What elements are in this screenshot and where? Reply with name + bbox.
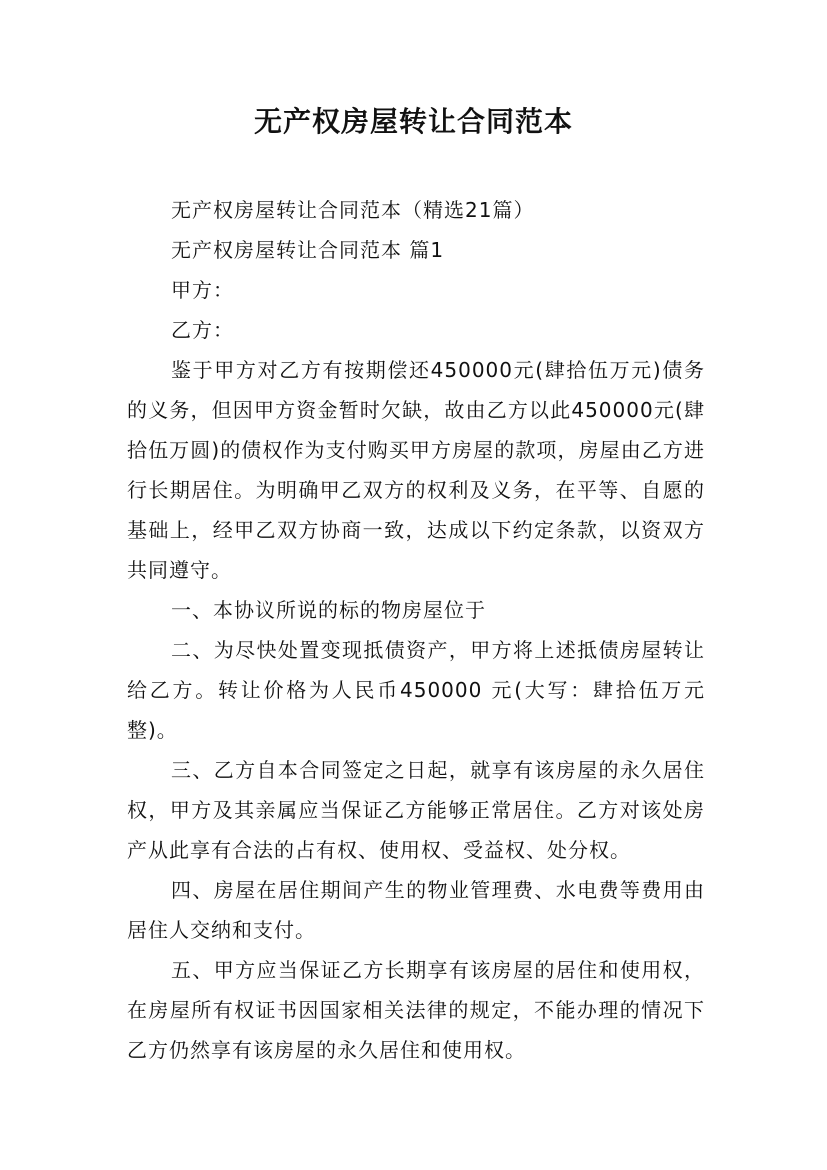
paragraph-party-b: 乙方： <box>171 318 234 342</box>
paragraph-section-heading: 无产权房屋转让合同范本 篇1 <box>171 238 445 262</box>
paragraph-clause-2: 二、为尽快处置变现抵债资产，甲方将上述抵债房屋转让给乙方。转让价格为人民币450000 元(大写：肆拾伍万元整)。 <box>127 638 705 742</box>
paragraph-preamble: 鉴于甲方对乙方有按期偿还450000元(肆拾伍万元)债务的义务，但因甲方资金暂时欠缺，故由乙方以此450000元(肆拾伍万圆)的债权作为支付购买甲方房屋的款项，房屋由乙方进行长期居住。为明确甲乙双方的权利及义务，在平等、自愿的基础上，经甲乙双方协商一致，达成以下约定条款，以资双方共同遵守。 <box>127 358 705 582</box>
paragraph-clause-5: 五、甲方应当保证乙方长期享有该房屋的居住和使用权，在房屋所有权证书因国家相关法律的规定，不能办理的情况下乙方仍然享有该房屋的永久居住和使用权。 <box>127 958 705 1062</box>
paragraph-clause-3: 三、乙方自本合同签定之日起，就享有该房屋的永久居住权，甲方及其亲属应当保证乙方能够正常居住。乙方对该处房产从此享有合法的占有权、使用权、受益权、处分权。 <box>127 758 705 862</box>
document-title: 无产权房屋转让合同范本 <box>253 105 573 138</box>
document-body <box>127 190 705 1070</box>
paragraph-clause-4: 四、房屋在居住期间产生的物业管理费、水电费等费用由居住人交纳和支付。 <box>127 878 705 942</box>
paragraph-clause-1: 一、本协议所说的标的物房屋位于 <box>171 598 486 622</box>
paragraph-subtitle: 无产权房屋转让合同范本（精选21篇） <box>171 198 535 222</box>
paragraph-party-a: 甲方： <box>171 278 234 302</box>
